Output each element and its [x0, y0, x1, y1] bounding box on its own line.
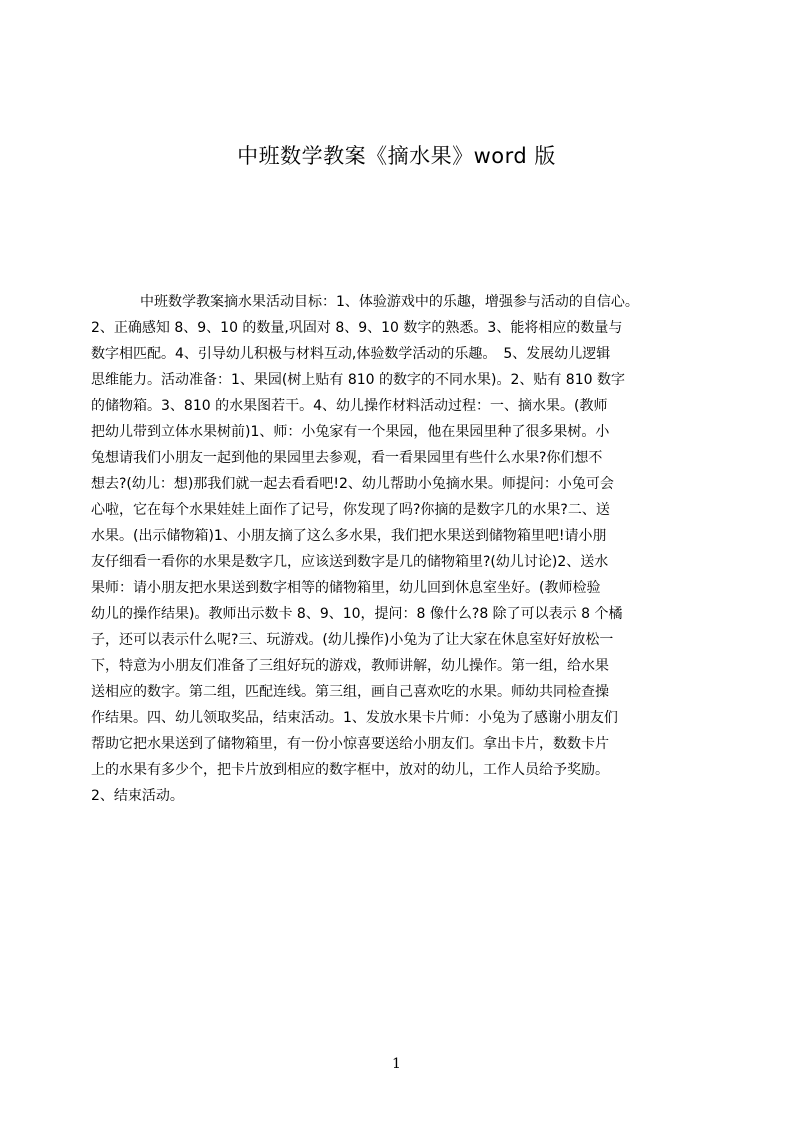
body-text — [91, 289, 697, 809]
body-line: 中班数学教案摘水果活动目标：1、体验游戏中的乐趣，增强参与活动的自信心。 — [140, 294, 639, 310]
body-line: 上的水果有多少个，把卡片放到相应的数字框中，放对的幼儿，工作人员给予奖励。 — [91, 762, 609, 778]
body-line: 幼儿的操作结果)。教师出示数卡 8、9、10，提问：8 像什么?8 除了可以表示 8 个橘 — [91, 606, 623, 622]
body-line: 思维能力。活动准备：1、果园(树上贴有 810 的数字的不同水果)。2、贴有 810 数字 — [91, 372, 625, 388]
body-line: 作结果。四、幼儿领取奖品，结束活动。1、发放水果卡片师：小兔为了感谢小朋友们 — [91, 710, 618, 726]
body-line: 子，还可以表示什么呢?三、玩游戏。(幼儿操作)小兔为了让大家在休息室好好放松一 — [91, 632, 614, 648]
body-line: 数字相匹配。4、引导幼儿积极与材料互动,体验数学活动的乐趣。 5、发展幼儿逻辑 — [91, 346, 611, 362]
body-line: 友仔细看一看你的水果是数字几，应该送到数字是几的储物箱里?(幼儿讨论)2、送水 — [91, 554, 609, 570]
page-title: 中班数学教案《摘水果》word 版 — [237, 144, 556, 168]
body-line: 下，特意为小朋友们准备了三组好玩的游戏，教师讲解，幼儿操作。第一组，给水果 — [91, 658, 609, 674]
page-number: 1 — [392, 1056, 401, 1072]
body-line: 把幼儿带到立体水果树前)1、师：小兔家有一个果园，他在果园里种了很多果树。小 — [91, 424, 610, 440]
body-line: 想去?(幼儿：想)那我们就一起去看看吧!2、幼儿帮助小兔摘水果。师提问：小兔可会 — [91, 476, 614, 492]
body-line: 2、正确感知 8、9、10 的数量,巩固对 8、9、10 数字的熟悉。3、能将相应的数量与 — [91, 320, 623, 336]
body-line: 帮助它把水果送到了储物箱里，有一份小惊喜要送给小朋友们。拿出卡片，数数卡片 — [91, 736, 609, 752]
body-line: 2、结束活动。 — [91, 788, 184, 804]
body-line: 水果。(出示储物箱)1、小朋友摘了这么多水果，我们把水果送到储物箱里吧!请小朋 — [91, 528, 607, 544]
body-line: 果师：请小朋友把水果送到数字相等的储物箱里，幼儿回到休息室坐好。(教师检验 — [91, 580, 601, 596]
body-line: 兔想请我们小朋友一起到他的果园里去参观，看一看果园里有些什么水果?你们想不 — [91, 450, 603, 466]
body-line: 的储物箱。3、810 的水果图若干。4、幼儿操作材料活动过程：一、摘水果。(教师 — [91, 398, 608, 414]
body-line: 心啦，它在每个水果娃娃上面作了记号，你发现了吗?你摘的是数字几的水果?二、送 — [91, 502, 610, 518]
body-line: 送相应的数字。第二组，匹配连线。第三组，画自己喜欢吃的水果。师幼共同检查操 — [91, 684, 609, 700]
